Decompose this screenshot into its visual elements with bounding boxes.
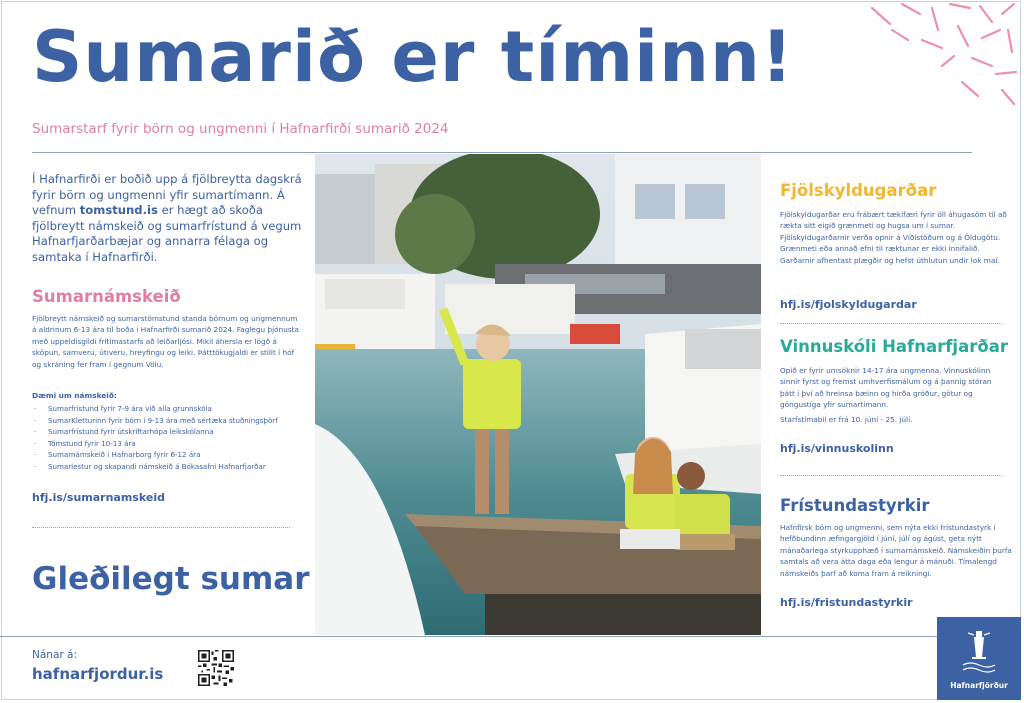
- list-item: · SumarKletturinn fyrir börn í 9-13 ára með sértæka stuðningsþörf: [32, 415, 278, 427]
- page-subtitle: Sumarstarf fyrir börn og ungmenni í Hafnarfirði sumarið 2024: [32, 121, 449, 137]
- logo-text: Hafnarfjörður: [950, 681, 1008, 690]
- list-item: · Sumarfrístund fyrir útskriftarhópa leikskólanna: [32, 426, 278, 438]
- sumarnamskeid-link[interactable]: hfj.is/sumarnamskeid: [32, 491, 165, 504]
- examples-list: [32, 403, 278, 472]
- qr-code-icon[interactable]: [198, 650, 234, 686]
- top-divider: [32, 152, 972, 153]
- lighthouse-icon: [961, 627, 997, 677]
- vinnuskoli-period: Starfstímabil er frá 10. júní - 25. júlí.: [780, 415, 913, 424]
- fjolskyldugardar-link[interactable]: hfj.is/fjolskyldugardar: [780, 298, 917, 311]
- page-title: Sumarið er tíminn!: [32, 16, 794, 98]
- hafnarfjordur-link[interactable]: hafnarfjordur.is: [32, 665, 164, 683]
- list-item: · Tómstund fyrir 10-13 ára: [32, 438, 278, 450]
- fjolskyldugardar-body: Fjölskyldugarðar eru frábært tækifæri fyrir öll áhugasöm til að rækta sitt eigið grænmeti og hugsa um í sumar. Fjölskyldugarðarnir verða opnir á Víðistöðum og á Öldugötu. Grænmeti eða annað efni til ræktunar er ekki innifalið. Garðarnir afhentast plægðir og hefst úthlutun undir lok maí.: [780, 210, 1007, 265]
- sumarnamskeid-body: Fjölbreytt námskeið og sumarstömstund standa börnum og ungmennum á aldrinum 6-13 ára til boða í Hafnarfirði sumarið 2024. Faglegu þjónusta með uppeldisgildi frítímastarfs að leiðarljósi. Mikil áhersla er lögð á sköpun, samveru, útiveru, hreyfingu og leiki. Þátttökugjaldi er stillt í hóf og skráning fer fram í gegnum Völu.: [32, 314, 299, 369]
- examples-title: Dæmi um námskeið:: [32, 391, 117, 400]
- sumarnamskeid-heading: Sumarnámskeið: [32, 287, 181, 306]
- dotted-divider: [780, 475, 1002, 476]
- more-info-label: Nánar á:: [32, 649, 78, 661]
- intro-paragraph: [32, 172, 307, 266]
- fjolskyldugardar-heading: Fjölskyldugarðar: [780, 181, 937, 200]
- vinnuskoli-heading: Vinnuskóli Hafnarfjarðar: [780, 337, 1008, 356]
- harbour-photo: [315, 154, 761, 635]
- vinnuskoli-body: Opið er fyrir umsóknir 14-17 ára ungmenna. Vinnuskólinn sinnir fyrst og fremst umhverfismálum og á þannig stóran þátt í því að hreinsa bæinn og hirða gróður, götur og göngustíga yfir sumartímann.: [780, 366, 992, 410]
- vinnuskoli-link[interactable]: hfj.is/vinnuskolinn: [780, 442, 894, 455]
- fristundastyrkir-heading: Frístundastyrkir: [780, 496, 930, 515]
- dotted-divider: [32, 527, 290, 528]
- list-item: · Sumarlestur og skapandi námskeið á Bókasafni Hafnarfjarðar: [32, 461, 278, 473]
- fristundastyrkir-link[interactable]: hfj.is/fristundastyrkir: [780, 596, 913, 609]
- intro-text-start: Í Hafnarfirði er boðið upp á fjölbreytta dagskrá fyrir börn og ungmenni yfir sumartímann. Á vefnum: [32, 172, 302, 218]
- list-item: · Sumarnámskeið í Hafnarborg fyrir 6-12 ára: [32, 449, 278, 461]
- dotted-divider: [780, 323, 1002, 324]
- fristundastyrkir-body: Hafnfirsk börn og ungmenni, sem nýta ekki frístundastyrk í hefðbundinn æfingargjöld í júní, júlí og ágúst, geta nýtt mánaðarlega styrkupphæð í sumarnámskeið. Námskeiðin þurfa samtals að vera átta daga eða lengur á mánuði. Tímalengd námskeiðs þarf að koma fram á reikningi.: [780, 523, 1012, 578]
- tomstund-link[interactable]: tomstund.is: [79, 203, 158, 218]
- greeting-heading: Gleðilegt sumar: [32, 561, 310, 597]
- list-item: · Sumarfrístund fyrir 7-9 ára við alla grunnskóla: [32, 403, 278, 415]
- hafnarfjordur-logo[interactable]: [937, 617, 1021, 700]
- bottom-divider: [0, 636, 937, 637]
- intro-text-end: er hægt að skoða fjölbreytt námskeið og sumarfrístund á vegum Hafnarfjarðarbæjar og annarra félaga og samtaka í Hafnarfirði.: [32, 203, 302, 264]
- confetti-lines-icon: [862, 0, 1022, 110]
